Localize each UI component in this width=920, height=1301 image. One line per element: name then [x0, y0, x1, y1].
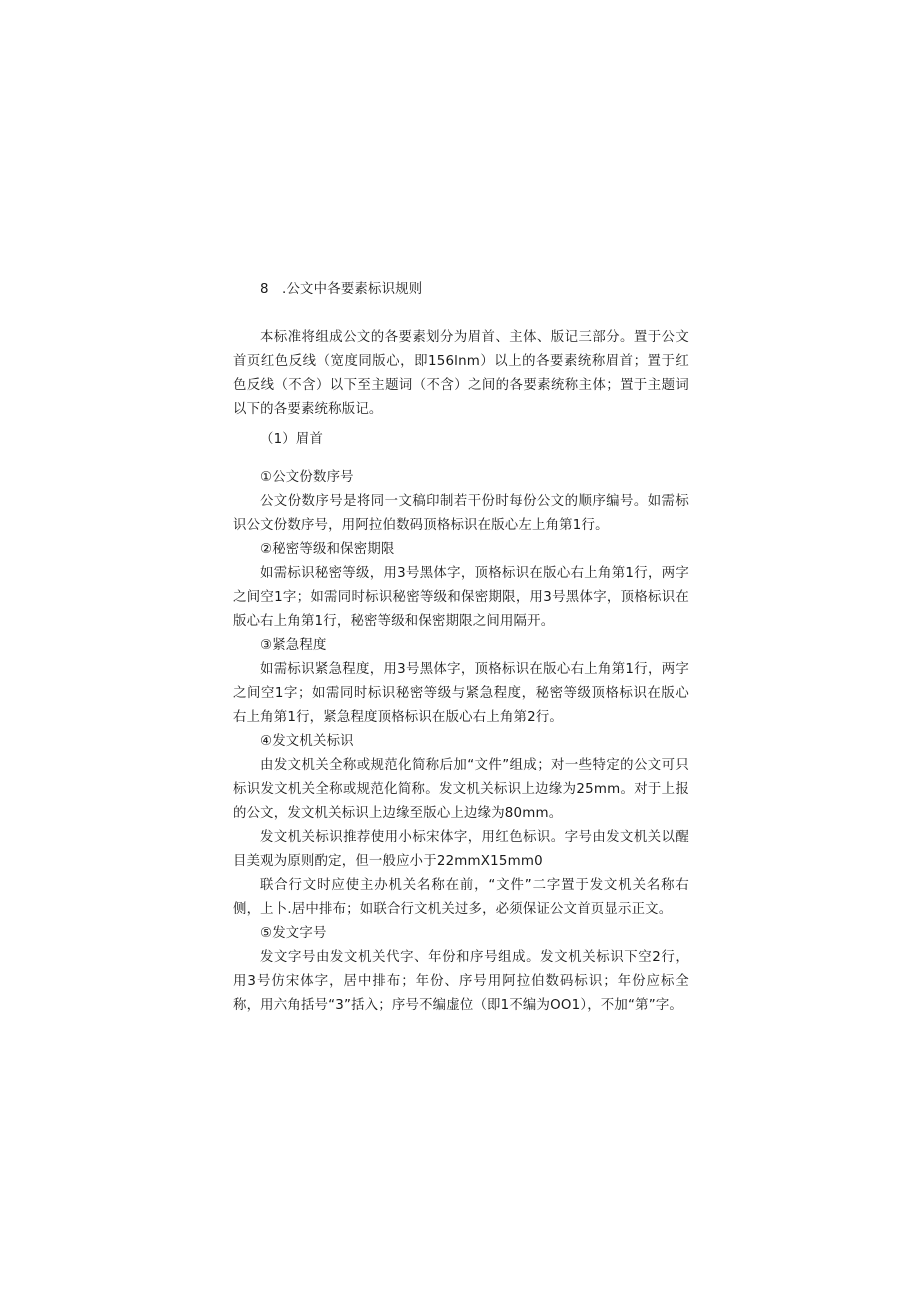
item-paragraph: 联合行文时应使主办机关名称在前，“文件”二字置于发文机关名称右侧，上卜.居中排布；如联合行文机关过多，必须保证公文首页显示正文。	[233, 878, 689, 917]
item-paragraph: 如需标识秘密等级，用3号黑体字，顶格标识在版心右上角第1行，两字之间空1字；如需同时标识秘密等级和保密期限，用3号黑体字，顶格标识在版心右上角第1行，秘密等级和保密期限之间用隔开。	[233, 566, 689, 629]
item-secrecy-level	[233, 538, 689, 634]
item-title: ②秘密等级和保密期限	[260, 542, 395, 557]
spacer	[233, 302, 689, 326]
intro-paragraph: 本标准将组成公文的各要素划分为眉首、主体、版记三部分。置于公文首页红色反线（宽度同版心，即156lnm）以上的各要素统称眉首；置于红色反线（不含）以下至主题词（不含）之间的各要素统称主体；置于主题词以下的各要素统称版记。	[233, 330, 689, 417]
item-urgency	[233, 634, 689, 730]
part-heading-meishou: （1）眉首	[260, 432, 324, 447]
section-number: 8	[260, 282, 269, 297]
item-title: ④发文机关标识	[260, 734, 354, 749]
item-issuer-mark	[233, 730, 689, 922]
item-title: ③紧急程度	[260, 638, 327, 653]
item-paragraph: 发文机关标识推荐使用小标宋体字，用红色标识。字号由发文机关以醒目美观为原则酌定，但一般应小于22mmX15mm0	[233, 830, 689, 869]
item-title: ①公文份数序号	[260, 470, 354, 485]
item-paragraph: 由发文机关全称或规范化简称后加“文件”组成；对一些特定的公文可只标识发文机关全称或规范化简称。发文机关标识上边缘为25mm。对于上报的公文，发文机关标识上边缘至版心上边缘为80mm。	[233, 758, 689, 821]
section-heading	[233, 278, 689, 302]
item-document-number	[233, 922, 689, 1018]
item-serial-number	[233, 466, 689, 538]
document-body	[233, 278, 689, 1018]
item-paragraph: 公文份数序号是将同一文稿印制若干份时每份公文的顺序编号。如需标识公文份数序号，用阿拉伯数码顶格标识在版心左上角第1行。	[233, 494, 689, 533]
item-paragraph: 如需标识紧急程度，用3号黑体字，顶格标识在版心右上角第1行，两字之间空1字；如需同时标识秘密等级与紧急程度，秘密等级顶格标识在版心右上角第1行，紧急程度顶格标识在版心右上角第2行。	[233, 662, 689, 725]
item-paragraph: 发文字号由发文机关代字、年份和序号组成。发文机关标识下空2行，用3号仿宋体字，居中排布；年份、序号用阿拉伯数码标识；年份应标全称，用六角括号“3”括入；序号不编虚位（即1不编为OO1），不加“第”字。	[233, 950, 689, 1013]
section-title: .公文中各要素标识规则	[282, 282, 423, 297]
spacer	[233, 452, 689, 466]
item-title: ⑤发文字号	[260, 926, 327, 941]
